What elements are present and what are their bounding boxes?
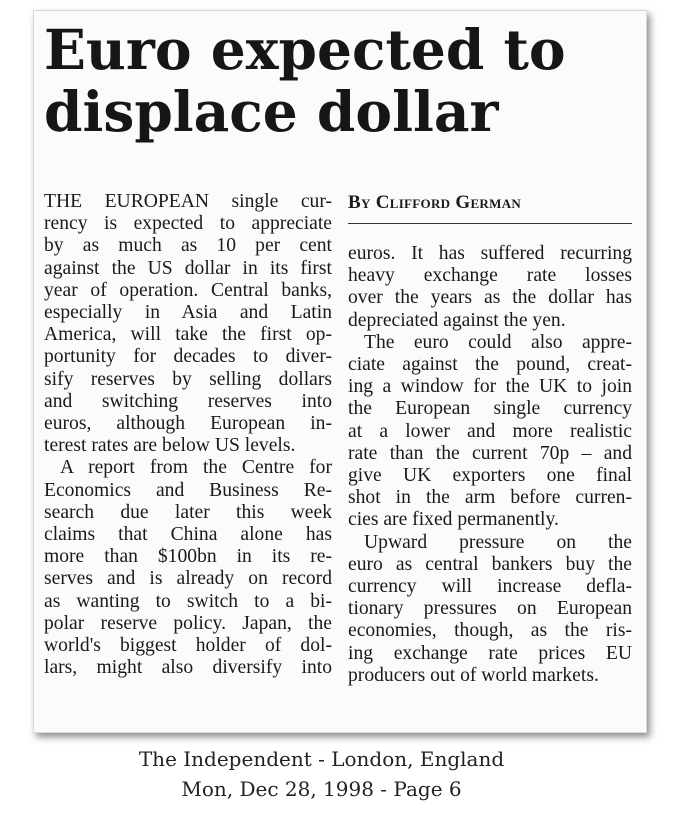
article-line: Upward pressure on the <box>364 531 632 553</box>
article-line: more than $100bn in its re- <box>44 546 332 568</box>
article-line: cies are fixed permanently. <box>348 509 559 531</box>
article-line: America, will take the first op- <box>44 324 332 346</box>
article-line: sify reserves by selling dollars <box>44 368 332 390</box>
article-line: and switching reserves into <box>44 390 332 412</box>
article-line: rate than the current 70p – and <box>348 442 632 464</box>
byline: By Clifford German <box>348 192 522 213</box>
article-line: euros. It has suffered recurring <box>348 243 632 264</box>
article-line: ciate against the pound, creat- <box>348 354 632 376</box>
article-line: at a lower and more realistic <box>348 420 632 442</box>
article-line: over the years as the dollar has <box>348 287 632 309</box>
article-line: rency is expected to appreciate <box>44 213 332 235</box>
article-line: THE EUROPEAN single cur- <box>44 191 332 212</box>
article-line: polar reserve policy. Japan, the <box>44 612 332 634</box>
article-line: Economics and Business Re- <box>44 479 332 501</box>
article-line: as wanting to switch to a bi- <box>44 590 332 612</box>
article-line: year of operation. Central banks, <box>44 279 332 301</box>
article-line: terest rates are below US levels. <box>44 435 296 457</box>
article-line: world's biggest holder of dol- <box>44 635 332 657</box>
article-line: economies, though, as the ris- <box>348 620 632 642</box>
article-line: give UK exporters one final <box>348 465 632 487</box>
article-line: shot in the arm before curren- <box>348 487 632 509</box>
article-line: claims that China alone has <box>44 524 332 546</box>
article-line: heavy exchange rate losses <box>348 265 632 287</box>
article-line: The euro could also appre- <box>364 331 632 353</box>
article-line: euro as central bankers buy the <box>348 553 632 575</box>
article-line: search due later this week <box>44 501 332 523</box>
caption-date-page: Mon, Dec 28, 1998 - Page 6 <box>181 777 462 801</box>
article-line: currency will increase defla- <box>348 576 632 598</box>
newspaper-clipping <box>33 10 647 733</box>
article-line: producers out of world markets. <box>348 664 599 686</box>
headline-line-2: displace dollar <box>44 79 499 144</box>
caption-source: The Independent - London, England <box>138 747 505 771</box>
article-line: ing a window for the UK to join <box>348 376 632 398</box>
byline-divider <box>348 223 632 224</box>
headline <box>44 19 644 143</box>
left-column <box>44 191 332 679</box>
article-line: depreciated against the yen. <box>348 309 566 331</box>
article-line: lars, might also diversify into <box>44 657 332 679</box>
article-line: A report from the Centre for <box>60 457 332 479</box>
article-line: serves and is already on record <box>44 568 332 590</box>
article-line: against the US dollar in its first <box>44 257 332 279</box>
article-line: tionary pressures on European <box>348 598 632 620</box>
article-line: by as much as 10 per cent <box>44 235 332 257</box>
article-line: ing exchange rate prices EU <box>348 642 632 664</box>
article-line: the European single currency <box>348 398 632 420</box>
article-line: portunity for decades to diver- <box>44 346 332 368</box>
headline-line-1: Euro expected to <box>44 17 566 82</box>
article-line: especially in Asia and Latin <box>44 302 332 324</box>
right-column <box>348 243 632 687</box>
article-line: euros, although European in- <box>44 413 332 435</box>
